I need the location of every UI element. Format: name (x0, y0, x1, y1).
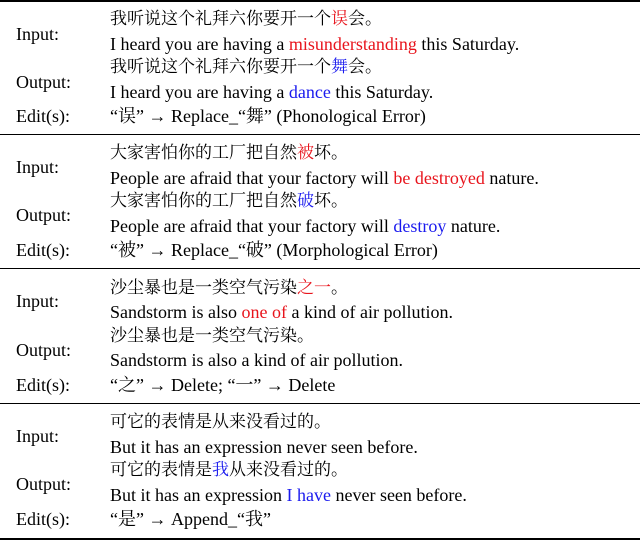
correction-span: I have (286, 485, 331, 505)
input-english-text: Sandstorm is also one of a kind of air pollution. (110, 302, 453, 322)
output-chinese-text: 大家害怕你的工厂把自然破坏。 (110, 191, 348, 211)
input-label: Input: (16, 157, 59, 177)
output-chinese-text: 沙尘暴也是一类空气污染。 (110, 326, 314, 346)
output-label: Output: (16, 340, 72, 360)
output-chinese-text: 可它的表情是我从来没看过的。 (110, 460, 348, 480)
input-label: Input: (16, 291, 59, 311)
edits-label: Edit(s): (16, 509, 70, 529)
input-label: Input: (16, 426, 59, 446)
example-block-4 (0, 405, 640, 537)
output-chinese-text: 我听说这个礼拜六你要开一个舞会。 (110, 57, 382, 77)
separator-rule (0, 134, 640, 135)
edits-label: Edit(s): (16, 240, 70, 260)
output-english-text: People are afraid that your factory will destroy nature. (110, 216, 501, 236)
error-span: be destroyed (393, 168, 485, 188)
output-label: Output: (16, 474, 72, 494)
example-block-2 (0, 136, 640, 266)
correction-span: destroy (393, 216, 447, 236)
edit-description: “误” → Replace_“舞” (Phonological Error) (110, 106, 426, 126)
output-english-text: But it has an expression I have never seen before. (110, 485, 467, 505)
error-span: one of (241, 302, 287, 322)
error-span: misunderstanding (288, 34, 417, 54)
input-english-text: I heard you are having a misunderstanding this Saturday. (110, 34, 520, 54)
separator-rule (0, 268, 640, 269)
correction-span: 舞 (331, 57, 348, 77)
example-block-3 (0, 270, 640, 402)
input-label: Input: (16, 24, 59, 44)
example-block-1 (0, 2, 640, 132)
output-label: Output: (16, 205, 72, 225)
edits-label: Edit(s): (16, 106, 70, 126)
edit-description: “被” → Replace_“破” (Morphological Error) (110, 240, 438, 260)
input-english-text: But it has an expression never seen before. (110, 437, 418, 457)
input-chinese-text: 可它的表情是从来没看过的。 (110, 412, 331, 432)
input-chinese-text: 沙尘暴也是一类空气污染之一。 (110, 278, 348, 298)
output-label: Output: (16, 72, 72, 92)
edits-label: Edit(s): (16, 375, 70, 395)
correction-span: dance (288, 82, 331, 102)
output-english-text: I heard you are having a dance this Saturday. (110, 82, 434, 102)
input-chinese-text: 我听说这个礼拜六你要开一个误会。 (110, 9, 382, 29)
edit-description: “之” → Delete; “一” → Delete (110, 375, 336, 395)
error-span: 被 (297, 143, 314, 163)
input-chinese-text: 大家害怕你的工厂把自然被坏。 (110, 143, 348, 163)
edit-description: “是” → Append_“我” (110, 509, 271, 529)
output-english-text: Sandstorm is also a kind of air pollution. (110, 350, 403, 370)
bottom-rule (0, 538, 640, 540)
error-span: 之一 (297, 278, 331, 298)
error-span: 误 (331, 9, 348, 29)
correction-span: 我 (212, 460, 229, 480)
correction-span: 破 (297, 191, 314, 211)
separator-rule (0, 403, 640, 404)
input-english-text: People are afraid that your factory will be destroyed nature. (110, 168, 539, 188)
